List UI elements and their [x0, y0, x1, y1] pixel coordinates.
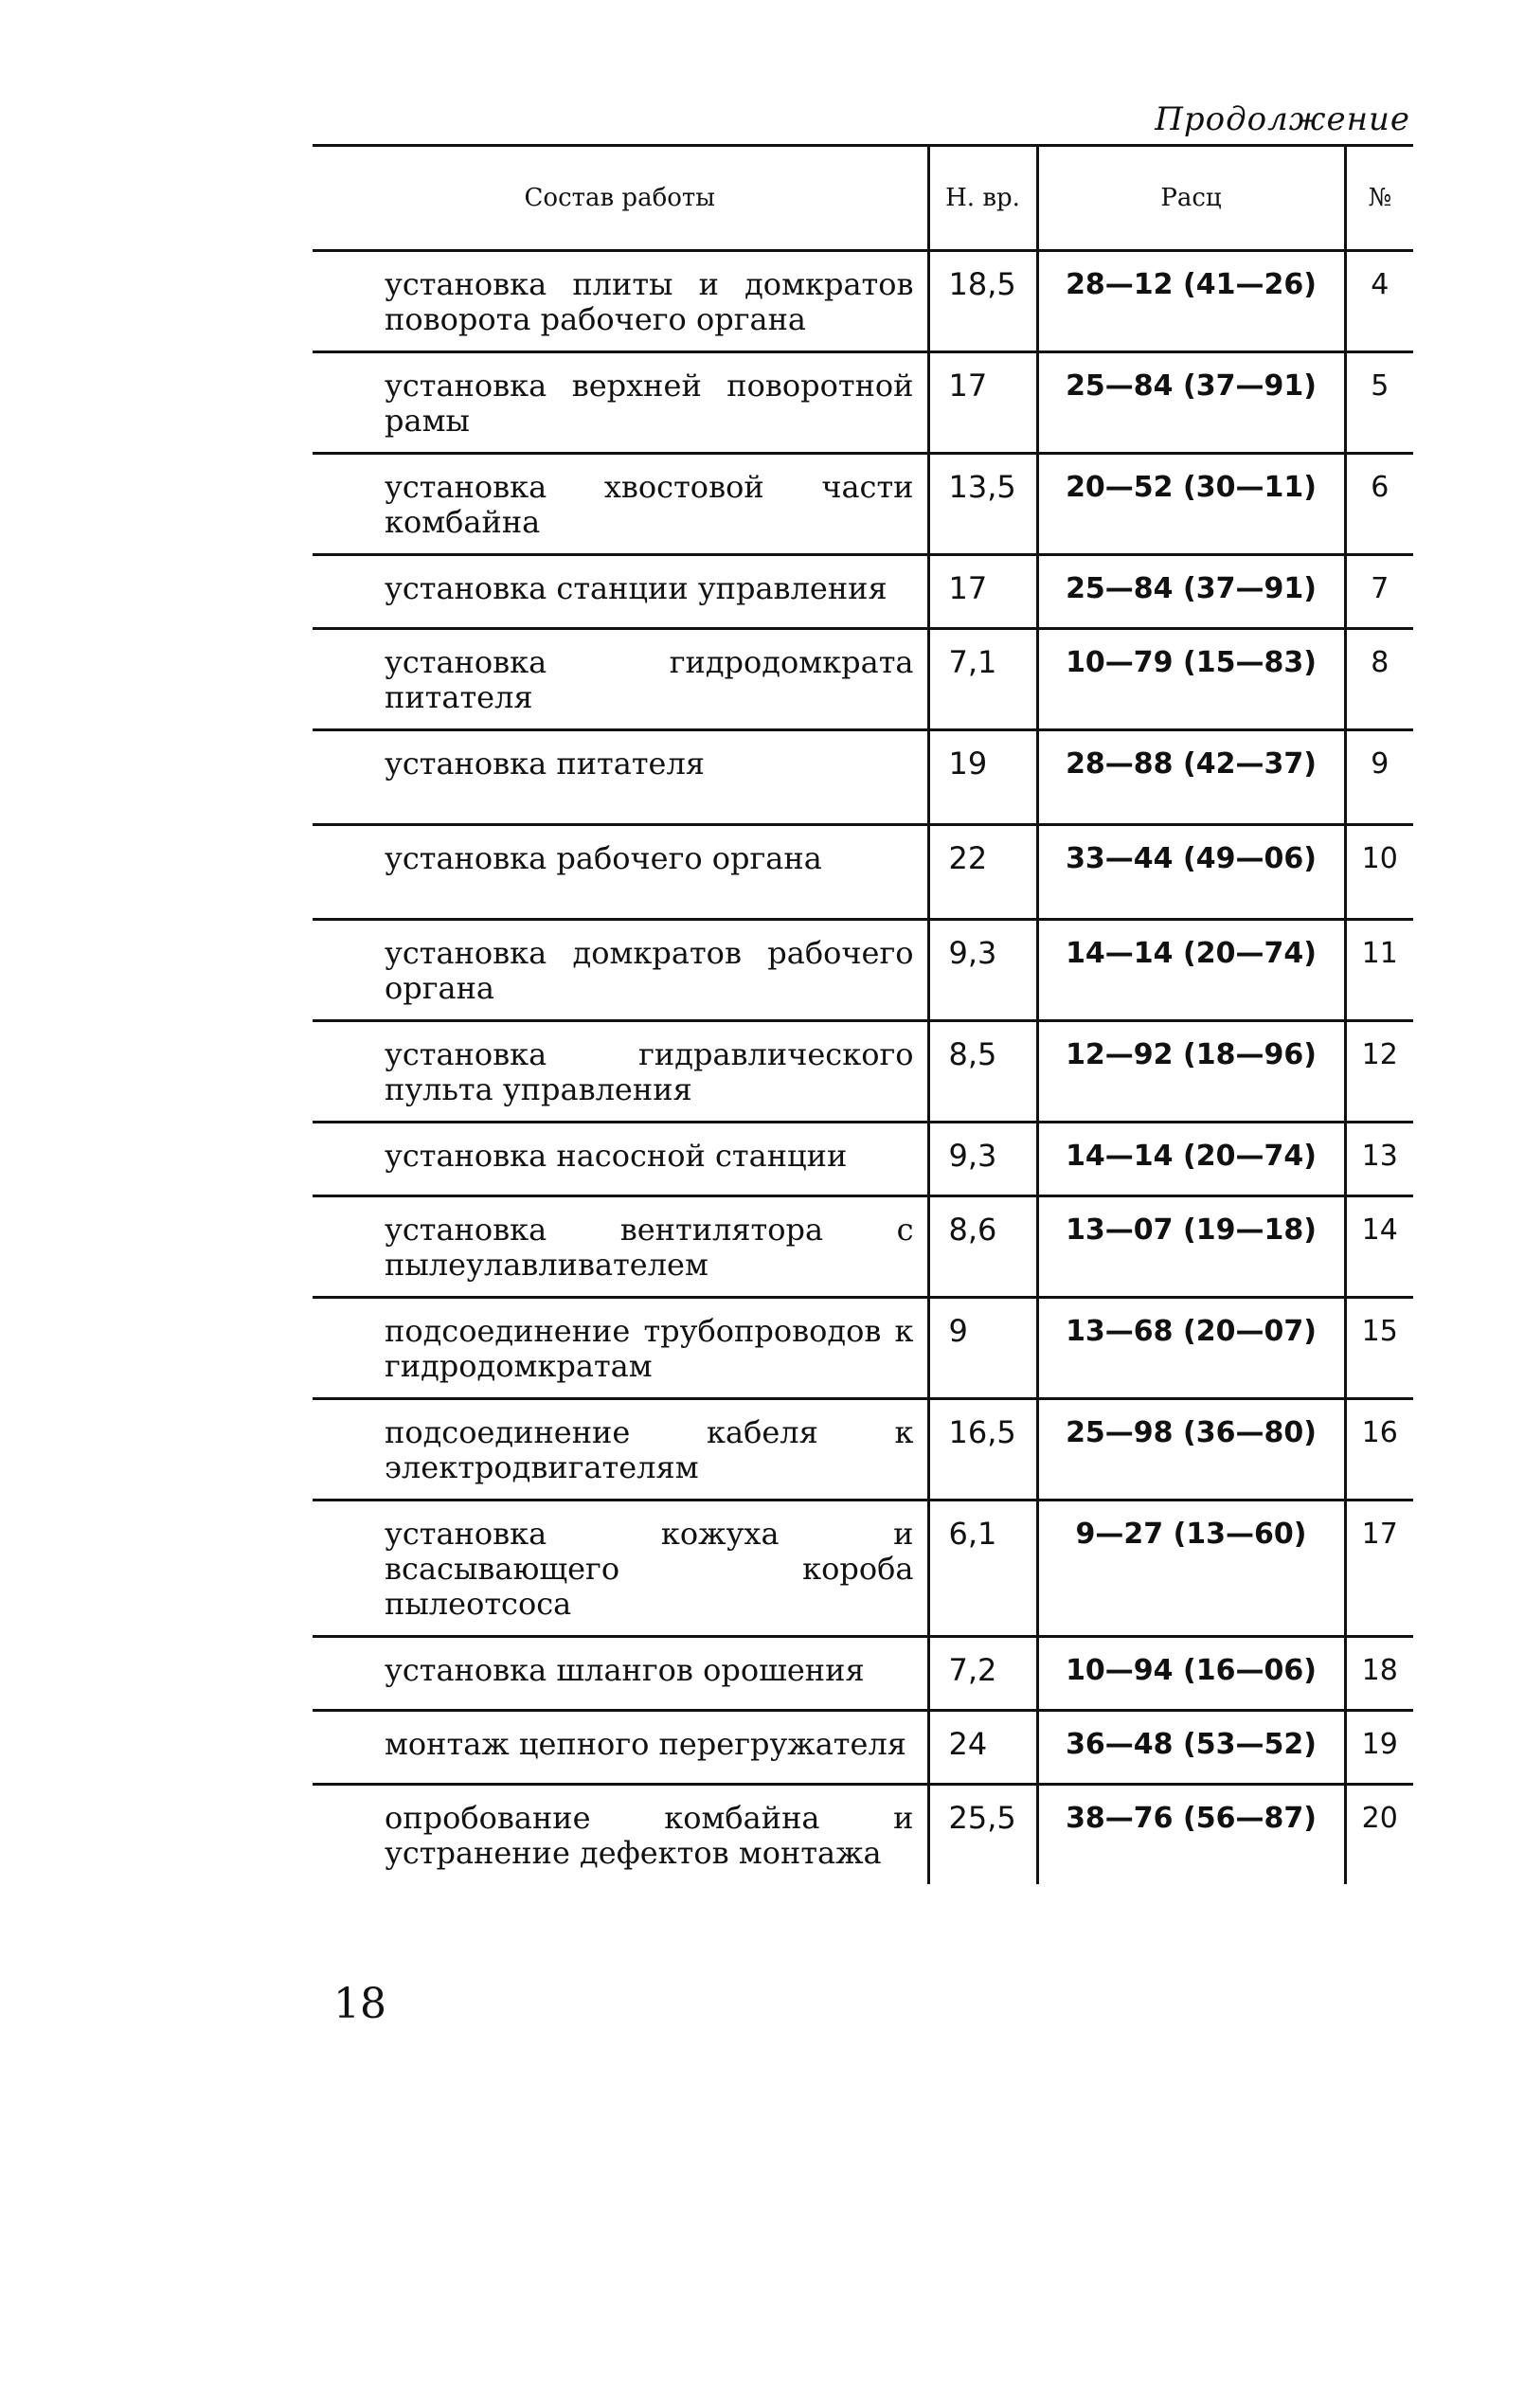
number-cell: 5 — [1345, 352, 1413, 454]
number-cell: 6 — [1345, 454, 1413, 555]
work-cell: подсоединение кабеля к электродвигателям — [313, 1399, 928, 1501]
norm-cell: 17 — [928, 352, 1037, 454]
table-row — [313, 1021, 1413, 1123]
norm-cell: 7,2 — [928, 1637, 1037, 1711]
table-row — [313, 1501, 1413, 1637]
rate-cell: 25—84 (37—91) — [1037, 352, 1345, 454]
table-row — [313, 920, 1413, 1021]
number-cell: 10 — [1345, 825, 1413, 920]
work-cell: установка хвостовой части комбайна — [313, 454, 928, 555]
table-row — [313, 251, 1413, 352]
number-cell: 20 — [1345, 1785, 1413, 1885]
work-cell: установка плиты и домкратов поворота рабочего органа — [313, 251, 928, 352]
number-cell: 11 — [1345, 920, 1413, 1021]
norm-cell: 7,1 — [928, 629, 1037, 730]
table-row — [313, 1637, 1413, 1711]
norm-cell: 17 — [928, 555, 1037, 629]
number-cell: 13 — [1345, 1123, 1413, 1196]
norm-cell: 24 — [928, 1711, 1037, 1785]
rate-cell: 33—44 (49—06) — [1037, 825, 1345, 920]
table-row — [313, 629, 1413, 730]
table-row — [313, 1711, 1413, 1785]
rate-cell: 10—94 (16—06) — [1037, 1637, 1345, 1711]
number-cell: 16 — [1345, 1399, 1413, 1501]
norm-cell: 6,1 — [928, 1501, 1037, 1637]
work-cell: установка гидродомкрата питателя — [313, 629, 928, 730]
rate-cell: 25—84 (37—91) — [1037, 555, 1345, 629]
work-cell: монтаж цепного перегружателя — [313, 1711, 928, 1785]
page-number: 18 — [333, 1980, 386, 2028]
work-cell: установка питателя — [313, 730, 928, 825]
table-row — [313, 730, 1413, 825]
work-cell: установка кожуха и всасывающего короба пылеотсоса — [313, 1501, 928, 1637]
work-cell: установка рабочего органа — [313, 825, 928, 920]
norm-cell: 13,5 — [928, 454, 1037, 555]
norm-cell: 9,3 — [928, 1123, 1037, 1196]
continuation-label: Продолжение — [1155, 100, 1410, 138]
table-row — [313, 352, 1413, 454]
number-cell: 7 — [1345, 555, 1413, 629]
work-cell: установка шлангов орошения — [313, 1637, 928, 1711]
norm-cell: 8,5 — [928, 1021, 1037, 1123]
norm-cell: 25,5 — [928, 1785, 1037, 1885]
number-cell: 19 — [1345, 1711, 1413, 1785]
table-row — [313, 1123, 1413, 1196]
norm-cell: 9,3 — [928, 920, 1037, 1021]
number-cell: 17 — [1345, 1501, 1413, 1637]
rate-cell: 28—12 (41—26) — [1037, 251, 1345, 352]
rate-cell: 20—52 (30—11) — [1037, 454, 1345, 555]
rate-cell: 28—88 (42—37) — [1037, 730, 1345, 825]
rate-cell: 38—76 (56—87) — [1037, 1785, 1345, 1885]
work-cell: подсоединение трубопроводов к гидродомкратам — [313, 1298, 928, 1399]
column-header-work: Состав работы — [313, 146, 928, 251]
table-row — [313, 1298, 1413, 1399]
rate-cell: 14—14 (20—74) — [1037, 920, 1345, 1021]
table-row — [313, 454, 1413, 555]
norm-cell: 8,6 — [928, 1196, 1037, 1298]
work-cell: установка домкратов рабочего органа — [313, 920, 928, 1021]
work-cell: установка вентилятора с пылеулавливателем — [313, 1196, 928, 1298]
table-row — [313, 1196, 1413, 1298]
work-cell: опробование комбайна и устранение дефектов монтажа — [385, 1800, 914, 1871]
number-cell: 18 — [1345, 1637, 1413, 1711]
table-row — [313, 1785, 1413, 1885]
norm-cell: 19 — [928, 730, 1037, 825]
rate-cell: 13—68 (20—07) — [1037, 1298, 1345, 1399]
number-cell: 15 — [1345, 1298, 1413, 1399]
column-header-number: № — [1345, 146, 1413, 251]
norm-cell: 16,5 — [928, 1399, 1037, 1501]
column-header-norm: Н. вр. — [928, 146, 1037, 251]
work-table — [313, 144, 1413, 1884]
rate-cell: 10—79 (15—83) — [1037, 629, 1345, 730]
work-cell: установка насосной станции — [313, 1123, 928, 1196]
table-row — [313, 555, 1413, 629]
rate-cell: 25—98 (36—80) — [1037, 1399, 1345, 1501]
work-cell: установка верхней поворотной рамы — [313, 352, 928, 454]
rate-cell: 36—48 (53—52) — [1037, 1711, 1345, 1785]
number-cell: 12 — [1345, 1021, 1413, 1123]
rate-cell: 13—07 (19—18) — [1037, 1196, 1345, 1298]
number-cell: 4 — [1345, 251, 1413, 352]
table-header — [313, 146, 1413, 251]
rate-cell: 12—92 (18—96) — [1037, 1021, 1345, 1123]
table-row — [313, 1399, 1413, 1501]
work-table-container — [313, 144, 1413, 1884]
rate-cell: 9—27 (13—60) — [1037, 1501, 1345, 1637]
work-cell: установка станции управления — [313, 555, 928, 629]
table-body — [313, 251, 1413, 1885]
number-cell: 8 — [1345, 629, 1413, 730]
norm-cell: 9 — [928, 1298, 1037, 1399]
number-cell: 9 — [1345, 730, 1413, 825]
work-cell: установка гидравлического пульта управления — [313, 1021, 928, 1123]
table-row — [313, 825, 1413, 920]
norm-cell: 18,5 — [928, 251, 1037, 352]
rate-cell: 14—14 (20—74) — [1037, 1123, 1345, 1196]
norm-cell: 22 — [928, 825, 1037, 920]
number-cell: 14 — [1345, 1196, 1413, 1298]
column-header-rate: Расц — [1037, 146, 1345, 251]
